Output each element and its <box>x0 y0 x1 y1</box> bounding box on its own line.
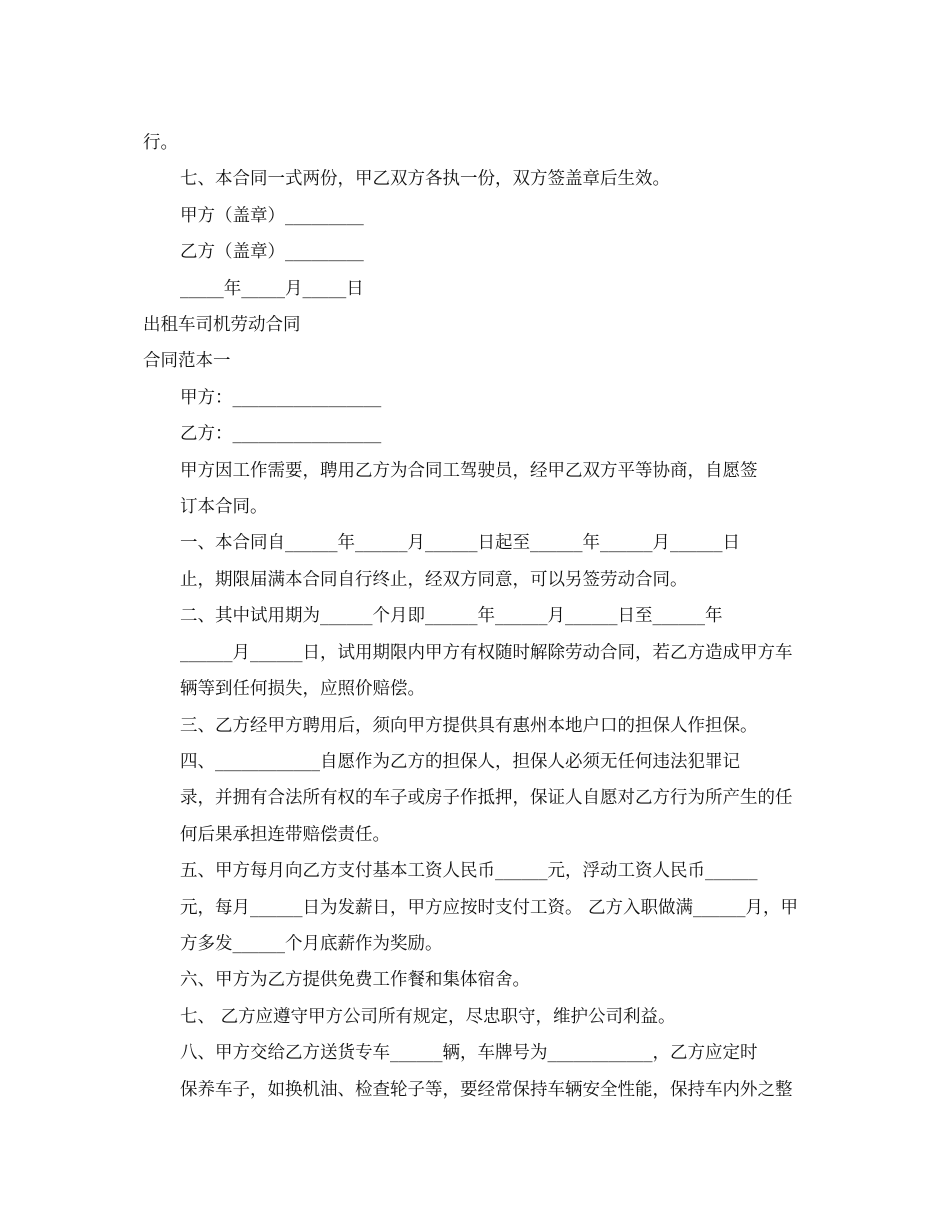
paragraph-p5 <box>143 271 813 307</box>
paragraph-p9 <box>143 416 813 452</box>
text-line: 录，并拥有合法所有权的车子或房子作抵押，保证人自愿对乙方行为所产生的任 <box>180 788 793 809</box>
paragraph-p17 <box>143 999 813 1035</box>
text-line: 出租车司机劳动合同 <box>143 315 301 336</box>
text-line: 六、甲方为乙方提供免费工作餐和集体宿舍。 <box>180 970 530 991</box>
paragraph-p8 <box>143 380 813 416</box>
paragraph-p3 <box>143 198 813 234</box>
text-line: 方多发______个月底薪作为奖励。 <box>180 933 443 954</box>
text-line: 甲方（盖章）_________ <box>180 205 364 226</box>
text-line: ______月______日，试用期限内甲方有权随时解除劳动合同，若乙方造成甲方车 <box>180 642 793 663</box>
paragraph-p4 <box>143 234 813 270</box>
text-line: 辆等到任何损失，应照价赔偿。 <box>180 679 425 700</box>
paragraph-p16 <box>143 962 813 998</box>
paragraph-p6 <box>143 307 813 343</box>
text-line: 二、其中试用期为______个月即______年______月______日至______年 <box>180 606 723 627</box>
text-line: 乙方：_________________ <box>180 424 382 445</box>
paragraph-p13 <box>143 708 813 744</box>
paragraph-p14 <box>143 744 813 853</box>
text-line: 止，期限届满本合同自行终止，经双方同意，可以另签劳动合同。 <box>180 569 688 590</box>
paragraph-p12 <box>143 598 813 707</box>
text-line: 元，每月______日为发薪日，甲方应按时支付工资。 乙方入职做满______月，甲 <box>180 897 799 918</box>
text-line: 何后果承担连带赔偿责任。 <box>180 824 390 845</box>
paragraph-p11 <box>143 525 813 598</box>
text-line: 订本合同。 <box>180 497 268 518</box>
paragraph-p2 <box>143 161 813 197</box>
text-line: 三、乙方经甲方聘用后，须向甲方提供具有惠州本地户口的担保人作担保。 <box>180 715 758 736</box>
paragraph-p10 <box>143 453 813 526</box>
text-line: 合同范本一 <box>143 351 231 372</box>
text-line: _____年_____月_____日 <box>180 278 364 299</box>
text-line: 七、本合同一式两份，甲乙双方各执一份，双方签盖章后生效。 <box>180 169 670 190</box>
text-line: 四、____________自愿作为乙方的担保人，担保人必须无任何违法犯罪记 <box>180 751 740 772</box>
text-line: 甲方因工作需要，聘用乙方为合同工驾驶员，经甲乙双方平等协商，自愿签 <box>180 460 758 481</box>
paragraph-p1 <box>143 125 813 161</box>
paragraph-p7 <box>143 343 813 379</box>
text-line: 行。 <box>143 133 178 153</box>
text-line: 乙方（盖章）_________ <box>180 242 364 263</box>
text-line: 保养车子，如换机油、检查轮子等，要经常保持车辆安全性能，保持车内外之整 <box>180 1079 793 1100</box>
text-line: 八、甲方交给乙方送货专车______辆，车牌号为____________，乙方应定时 <box>180 1043 758 1064</box>
text-line: 七、 乙方应遵守甲方公司所有规定，尽忠职守，维护公司利益。 <box>180 1006 676 1027</box>
text-line: 五、甲方每月向乙方支付基本工资人民币______元，浮动工资人民币______ <box>180 861 758 882</box>
text-line: 甲方：_________________ <box>180 387 382 408</box>
paragraph-p18 <box>143 1035 813 1108</box>
text-line: 一、本合同自______年______月______日起至______年______月______日 <box>180 533 740 554</box>
paragraph-p15 <box>143 853 813 962</box>
document-body <box>143 125 813 1108</box>
